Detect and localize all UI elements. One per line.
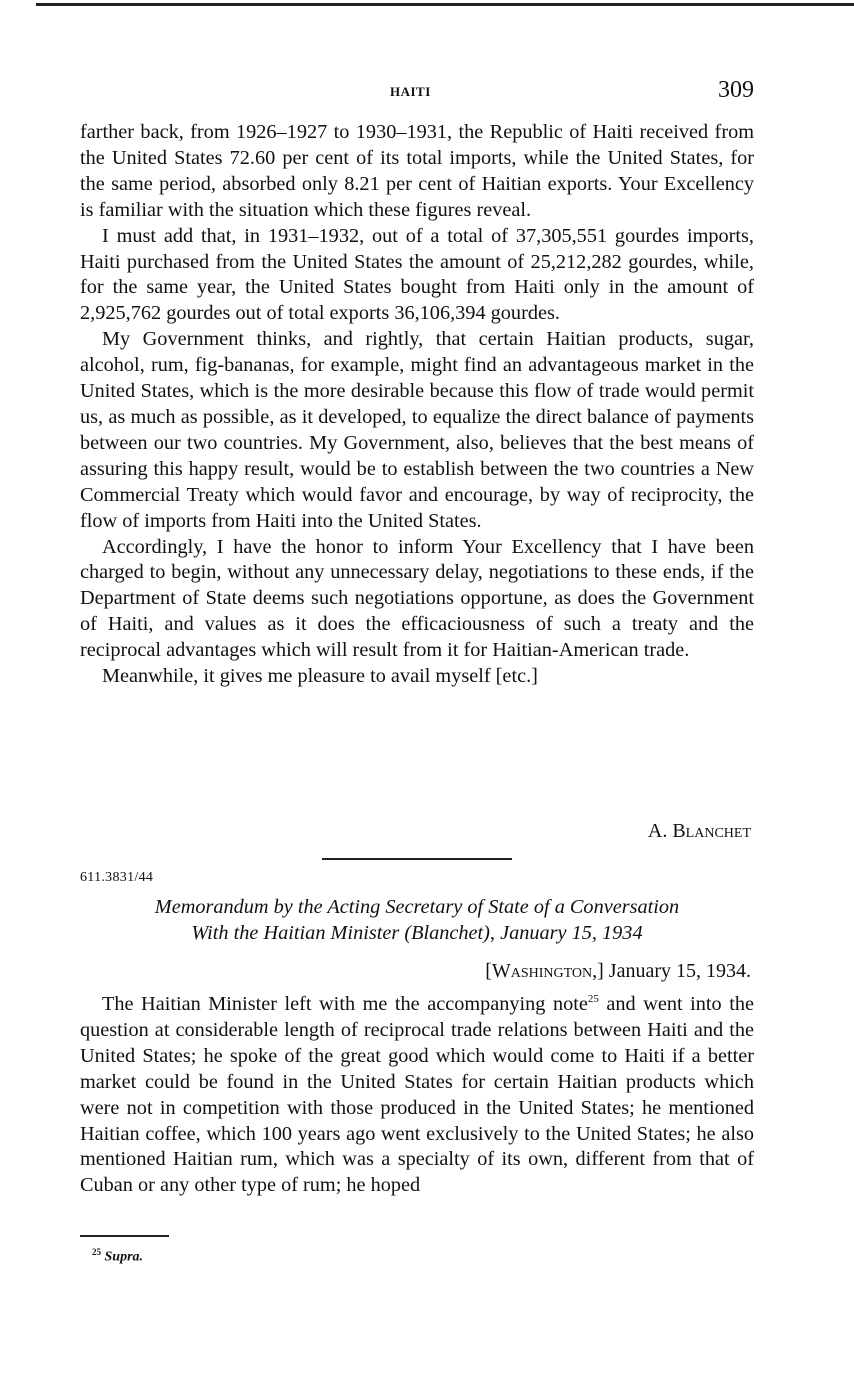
letter-body [80, 120, 754, 690]
dateline-place: [Washington,] [485, 960, 604, 982]
document-heading-line: Memorandum by the Acting Secretary of State of a Conversation [154, 896, 680, 918]
section-divider [322, 858, 512, 860]
letter-paragraph: Meanwhile, it gives me pleasure to avail myself [etc.] [102, 665, 538, 688]
signature-initial: A. [647, 820, 668, 842]
dateline [485, 960, 751, 983]
signature-name: Blanchet [672, 820, 751, 842]
file-number: 611.3831/44 [80, 870, 154, 885]
letter-paragraph: I must add that, in 1931–1932, out of a total of 37,305,551 gourdes imports, Haiti purchased from the United States the amount of 25,212,282 gourdes, while, for the same year, the United States bought from Haiti only in the amount of 2,925,762 gourdes out of total exports 36,106,394 gourdes. [80, 224, 754, 325]
letter-paragraph: farther back, from 1926–1927 to 1930–1931, the Republic of Haiti received from the United States 72.60 per cent of its total imports, while the United States, for the same period, absorbed only 8.21 per cent of Haitian exports. Your Excellency is familiar with the situation which these figures reveal. [80, 121, 754, 221]
dateline-date: January 15, 1934. [608, 960, 751, 982]
document-heading-line: With the Haitian Minister (Blanchet), January 15, 1934 [191, 921, 643, 944]
running-head [0, 77, 854, 106]
footnote-text: Supra. [104, 1249, 144, 1265]
footnote-rule [80, 1235, 169, 1237]
top-border-rule [36, 3, 854, 6]
footnote [92, 1247, 143, 1266]
running-title: HAITI [390, 84, 431, 99]
signature [648, 820, 751, 843]
letter-paragraph: Accordingly, I have the honor to inform Your Excellency that I have been charged to begin, without any unnecessary delay, negotiations to these ends, if the Department of State deems such negotiations opportune, as does the Government of Haiti, and values as it does the efficaciousness of such a treaty and the reciprocal advantages which will result from it for Haitian-American trade. [80, 535, 754, 662]
memorandum-text: The Haitian Minister left with me the accompanying note [102, 993, 588, 1015]
memorandum-text: and went into the question at considerable length of reciprocal trade relations between Haiti and the United States; he spoke of the great good which would come to Haiti if a better market could be found in the United States for certain Haitian products which were not in competition with those produced in the United States; he mentioned Haitian coffee, which 100 years ago went exclusively to the United States; he also mentioned Haitian rum, which was a specialty of its own, different from that of Cuban or any other type of rum; he hoped [80, 993, 754, 1197]
memorandum-body [80, 992, 754, 1199]
page-number: 309 [718, 77, 754, 103]
memorandum-paragraph [80, 992, 754, 1199]
footnote-reference: 25 [587, 993, 599, 1006]
footnote-number: 25 [92, 1247, 101, 1257]
letter-paragraph: My Government thinks, and rightly, that certain Haitian products, sugar, alcohol, rum, fig-bananas, for example, might find an advantageous market in the United States, which is the more desirable because this flow of trade would permit us, as much as possible, as it developed, to equalize the direct balance of payments between our two countries. My Government, also, believes that the best means of assuring this happy result, would be to establish between the two countries a New Commercial Treaty which would favor and encourage, by way of reciprocity, the flow of imports from Haiti into the United States. [80, 328, 754, 532]
document-heading [80, 895, 754, 946]
